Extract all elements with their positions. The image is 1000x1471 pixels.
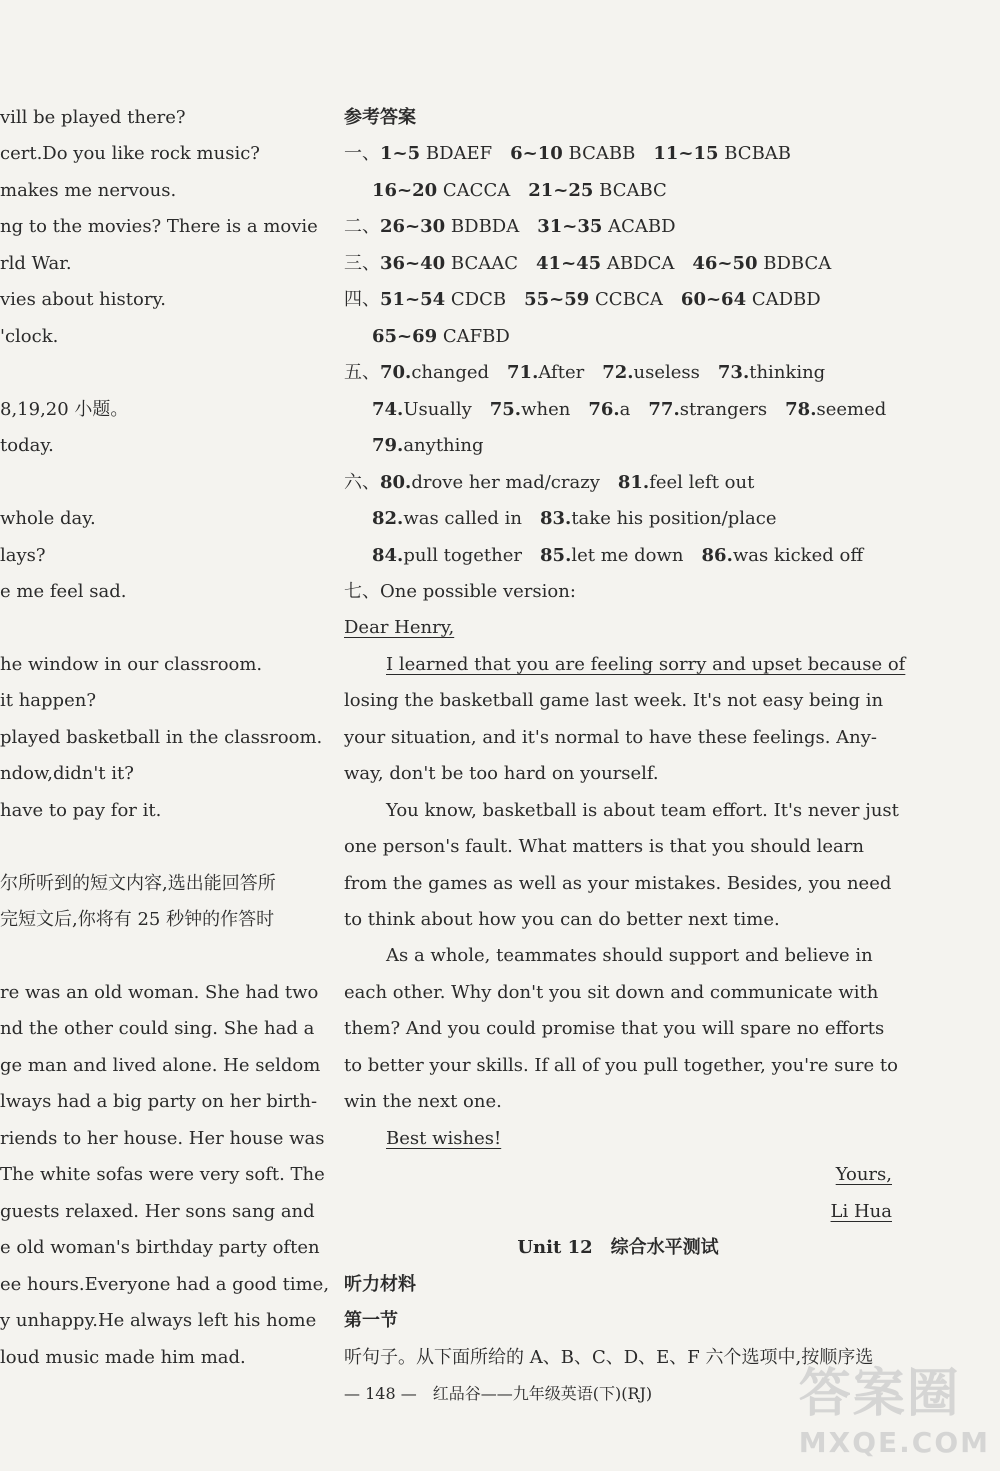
answer-item (507, 362, 584, 383)
answer-item (372, 508, 522, 529)
answer-number: 11~15 (653, 143, 719, 164)
answer-value: CACCA (437, 180, 511, 201)
left-line: The white sofas were very soft. The (0, 1164, 325, 1185)
answer-value: ABDCA (601, 253, 675, 274)
answer-group (380, 362, 843, 383)
answer-item (618, 472, 754, 493)
answer-number: 78. (785, 399, 817, 420)
letter-line (344, 689, 883, 713)
left-line: e me feel sad. (0, 581, 127, 602)
answer-item (380, 472, 600, 493)
answer-group (372, 180, 685, 201)
answer-number: 81. (617, 472, 650, 493)
letter-line: I learned that you are feeling sorry and upset because of (386, 654, 906, 675)
left-line: ge man and lived alone. He seldom (0, 1055, 321, 1076)
answer-number: 77. (648, 399, 680, 420)
section-label: 四、 (344, 289, 380, 310)
section-label: 一、 (344, 143, 380, 164)
answer-row (372, 325, 546, 349)
letter-line: win the next one. (344, 1091, 502, 1112)
answer-item (372, 545, 522, 566)
answer-number: 83. (540, 508, 572, 529)
answer-number: 1~5 (380, 143, 421, 164)
answer-row (372, 434, 520, 458)
answer-number: 51~54 (380, 289, 446, 310)
letter-line: your situation, and it's normal to have these feelings. Any- (344, 727, 877, 748)
left-line: makes me nervous. (0, 180, 177, 201)
answer-value: BCAAC (445, 253, 519, 274)
answer-group (372, 399, 904, 420)
section-label: 五、 (344, 362, 380, 383)
letter-line: You know, basketball is about team effort. It's never just (386, 800, 899, 821)
answer-value: ACABD (602, 216, 676, 237)
answer-group (372, 435, 502, 456)
page-footer: — 148 — 红品谷——九年级英语(下)(RJ) (344, 1384, 653, 1403)
left-line: it happen? (0, 690, 96, 711)
letter-closing: Best wishes! (386, 1128, 502, 1149)
writing-section-label: 七、One possible version: (344, 581, 576, 602)
answer-value: drove her mad/crazy (411, 472, 600, 493)
answer-item (785, 399, 886, 420)
answer-item (490, 399, 571, 420)
letter-line: them? And you could promise that you will spare no efforts (344, 1018, 885, 1039)
answer-row (344, 288, 857, 312)
answer-value: when (521, 399, 571, 420)
answer-row (344, 361, 861, 385)
left-line: vill be played there? (0, 107, 186, 128)
left-line: 完短文后,你将有 25 秒钟的作答时 (0, 909, 275, 930)
answer-number: 60~64 (680, 289, 747, 310)
left-line: whole day. (0, 508, 96, 529)
answer-value: Usually (403, 399, 472, 420)
watermark-text: 答案圈 (798, 1364, 961, 1424)
answer-row (344, 471, 790, 495)
unit-subheading: 第一节 (344, 1310, 398, 1331)
left-line: rld War. (0, 253, 72, 274)
signature-text: Li Hua (830, 1201, 892, 1222)
left-line: 'clock. (0, 326, 59, 347)
answer-number: 80. (380, 472, 412, 493)
left-line: guests relaxed. Her sons sang and (0, 1201, 315, 1222)
letter-line: As a whole, teammates should support and believe in (386, 945, 873, 966)
answer-item (718, 362, 825, 383)
letter-signature (344, 1200, 892, 1224)
answer-number: 72. (602, 362, 634, 383)
left-line: e old woman's birthday party often (0, 1237, 320, 1258)
answer-value: BDBCA (757, 253, 832, 274)
answer-item (380, 362, 489, 383)
left-line: 8,19,20 小题。 (0, 399, 129, 420)
answer-item (372, 435, 484, 456)
answer-group (372, 508, 794, 529)
left-line: loud music made him mad. (0, 1347, 246, 1368)
left-line: 尔所听到的短文内容,选出能回答所 (0, 873, 276, 894)
left-line: lways had a big party on her birth- (0, 1091, 318, 1112)
answer-item (702, 545, 864, 566)
answer-value: take his position/place (571, 508, 777, 529)
answer-number: 16~20 (372, 180, 438, 201)
answer-item (528, 180, 667, 201)
answer-item (588, 399, 630, 420)
left-line: ndow,didn't it? (0, 763, 134, 784)
unit-title: Unit 12 综合水平测试 (517, 1237, 719, 1258)
answer-value: After (538, 362, 585, 383)
watermark-logo (799, 1351, 990, 1459)
answer-item (372, 326, 510, 347)
answer-number: 65~69 (372, 326, 438, 347)
answer-value: feel left out (649, 472, 755, 493)
left-line: nd the other could sing. She had a (0, 1018, 315, 1039)
watermark-url: MXQE.COM (798, 1426, 990, 1459)
answer-row (372, 544, 899, 568)
answer-row (372, 179, 703, 203)
answer-value: CADBD (746, 289, 821, 310)
answer-value: was kicked off (732, 545, 864, 566)
left-line: played basketball in the classroom. (0, 727, 323, 748)
answer-number: 79. (372, 435, 404, 456)
answer-row (372, 507, 812, 531)
left-line: re was an old woman. She had two (0, 982, 319, 1003)
answer-number: 31~35 (537, 216, 603, 237)
left-line: today. (0, 435, 54, 456)
answer-value: CAFBD (437, 326, 510, 347)
answer-group (380, 472, 772, 493)
unit-subheading: 听力材料 (344, 1274, 416, 1295)
answer-number: 86. (701, 545, 733, 566)
answer-number: 6~10 (510, 143, 563, 164)
answer-value: was called in (403, 508, 522, 529)
answer-item (602, 362, 700, 383)
left-line: ng to the movies? There is a movie (0, 216, 318, 237)
answer-value: pull together (403, 545, 523, 566)
answer-value: changed (411, 362, 490, 383)
answer-item (524, 289, 663, 310)
answer-value: BCABC (593, 180, 667, 201)
answer-group (372, 326, 528, 347)
answer-value: BDBDA (445, 216, 520, 237)
answer-group (380, 216, 694, 237)
answer-item (372, 399, 472, 420)
letter-line: to think about how you can do better next time. (344, 909, 780, 930)
answer-title: 参考答案 (344, 107, 416, 128)
answer-value: BCABB (562, 143, 636, 164)
answer-number: 41~45 (536, 253, 602, 274)
answer-item (653, 143, 791, 164)
answer-group (372, 545, 881, 566)
answer-item (692, 253, 831, 274)
answer-number: 75. (489, 399, 522, 420)
answer-item (648, 399, 767, 420)
answer-row (344, 215, 712, 239)
answer-value: seemed (816, 399, 887, 420)
answer-number: 36~40 (380, 253, 446, 274)
answer-group (380, 289, 839, 310)
sign-off-text: Yours, (835, 1164, 892, 1185)
answer-value: BCBAB (718, 143, 792, 164)
answer-number: 70. (380, 362, 412, 383)
answer-number: 84. (372, 545, 404, 566)
answer-item (380, 289, 506, 310)
answer-item (537, 216, 675, 237)
unit-instruction: 听句子。从下面所给的 A、B、C、D、E、F 六个选项中,按顺序选 (344, 1347, 874, 1368)
left-line: have to pay for it. (0, 800, 162, 821)
letter-line: one person's fault. What matters is that you should learn (344, 836, 864, 857)
answer-number: 46~50 (692, 253, 758, 274)
answer-item (536, 253, 674, 274)
letter-line: way, don't be too hard on yourself. (344, 763, 659, 784)
answer-value: let me down (571, 545, 684, 566)
answer-group (380, 253, 849, 274)
left-line: riends to her house. Her house was (0, 1128, 325, 1149)
answer-row (344, 142, 827, 166)
answer-item (510, 143, 635, 164)
answer-row (372, 398, 922, 422)
answer-item (681, 289, 821, 310)
answer-value: CDCB (445, 289, 507, 310)
left-line: lays? (0, 545, 46, 566)
answer-number: 73. (717, 362, 750, 383)
answer-item (380, 253, 518, 274)
section-label: 三、 (344, 253, 380, 274)
left-line: ee hours.Everyone had a good time, (0, 1274, 330, 1295)
answer-number: 55~59 (524, 289, 590, 310)
answer-value: CCBCA (589, 289, 663, 310)
left-line: he window in our classroom. (0, 654, 263, 675)
answer-item (540, 545, 684, 566)
letter-line-text: losing the basketball game last week. It's not easy being in (344, 690, 884, 711)
answer-number: 21~25 (528, 180, 594, 201)
answer-number: 71. (507, 362, 539, 383)
letter-line: from the games as well as your mistakes. Besides, you need (344, 873, 892, 894)
answer-number: 85. (540, 545, 572, 566)
letter-line: to better your skills. If all of you pull together, you're sure to (344, 1055, 898, 1076)
answer-item (372, 180, 510, 201)
answer-number: 26~30 (380, 216, 446, 237)
letter-line: each other. Why don't you sit down and communicate with (344, 982, 879, 1003)
answer-value: useless (633, 362, 700, 383)
left-line: vies about history. (0, 289, 166, 310)
answer-value: strangers (679, 399, 768, 420)
answer-row (344, 252, 867, 276)
answer-value: BDAEF (420, 143, 493, 164)
answer-number: 74. (372, 399, 404, 420)
letter-greeting: Dear Henry, (344, 617, 455, 638)
answer-value: a (619, 399, 631, 420)
left-line: y unhappy.He always left his home (0, 1310, 317, 1331)
answer-number: 76. (588, 399, 620, 420)
answer-item (380, 143, 492, 164)
answer-value: thinking (749, 362, 826, 383)
answer-value: anything (403, 435, 484, 456)
section-label: 六、 (344, 472, 380, 493)
answer-item (380, 216, 519, 237)
letter-sign-off (344, 1163, 892, 1187)
left-line: cert.Do you like rock music? (0, 143, 260, 164)
answer-number: 82. (372, 508, 404, 529)
answer-group (380, 143, 809, 164)
section-label: 二、 (344, 216, 380, 237)
answer-item (540, 508, 776, 529)
